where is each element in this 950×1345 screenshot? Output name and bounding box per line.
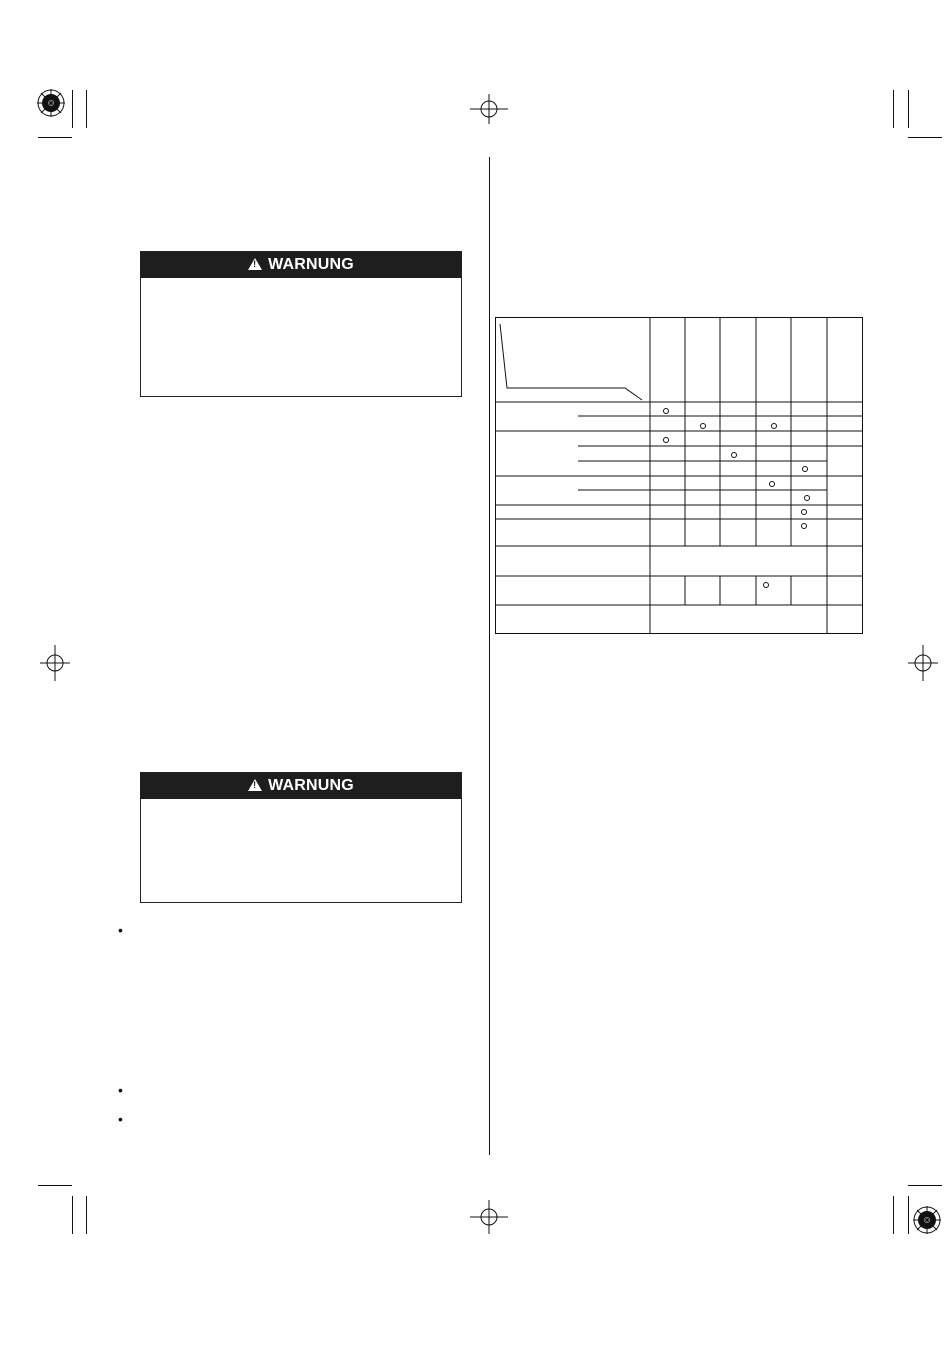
column-divider: [489, 157, 490, 1155]
warning-header: [141, 773, 461, 799]
bullet-point: •: [118, 922, 123, 938]
warning-triangle-icon: [248, 779, 262, 791]
table-check-circle: [801, 509, 807, 515]
warning-header: [141, 252, 461, 278]
table-check-circle: [771, 423, 777, 429]
table-check-circle: [763, 582, 769, 588]
table-check-circle: [802, 466, 808, 472]
warning-title: WARNUNG: [268, 777, 354, 794]
table-check-circle: [769, 481, 775, 487]
warning-box: [140, 251, 462, 397]
bullet-point: •: [118, 1082, 123, 1098]
table-check-circle: [700, 423, 706, 429]
table-check-circle: [804, 495, 810, 501]
table-check-circle: [731, 452, 737, 458]
crosshair-icon: [470, 94, 508, 129]
maintenance-schedule-table: [494, 316, 864, 636]
crosshair-icon: [908, 645, 938, 686]
table-check-circle: [801, 523, 807, 529]
bullet-point: •: [118, 1111, 123, 1127]
table-check-circle: [663, 437, 669, 443]
warning-triangle-icon: [248, 258, 262, 270]
crosshair-icon: [40, 645, 70, 686]
crosshair-icon: [470, 1200, 508, 1239]
registration-sunburst-icon: [36, 88, 66, 123]
warning-title: WARNUNG: [268, 256, 354, 273]
registration-sunburst-icon: [912, 1205, 942, 1240]
table-check-circle: [663, 408, 669, 414]
warning-box: [140, 772, 462, 903]
